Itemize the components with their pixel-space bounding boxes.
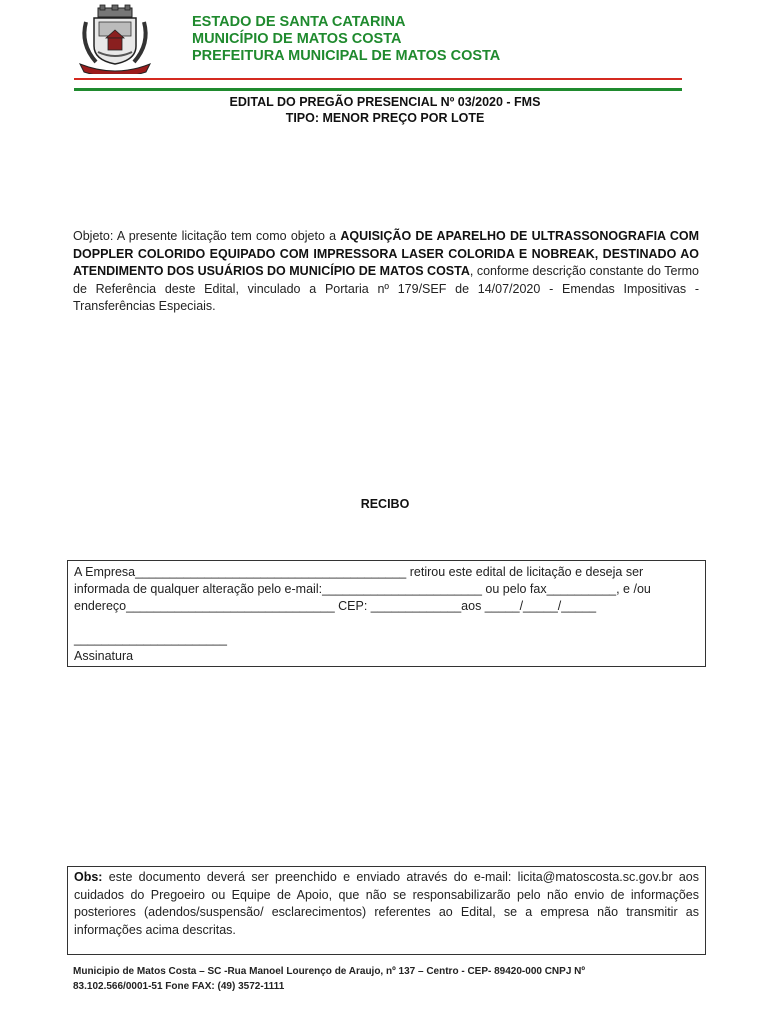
object-paragraph — [73, 228, 699, 316]
receipt-box — [67, 560, 706, 667]
obs-box — [67, 866, 706, 955]
footer-line2: 83.102.566/0001-51 Fone FAX: (49) 3572-1111 — [73, 981, 285, 992]
header-municipality: MUNICÍPIO DE MATOS COSTA — [192, 31, 402, 47]
obs-text — [74, 869, 699, 939]
signature-label: Assinatura — [74, 649, 134, 663]
receipt-heading: RECIBO — [360, 497, 410, 511]
header-prefecture: PREFEITURA MUNICIPAL DE MATOS COSTA — [192, 48, 501, 64]
header-green-divider — [74, 88, 682, 91]
object-prefix: Objeto: A presente licitação tem como objeto a — [73, 229, 341, 243]
footer-line1: Municipio de Matos Costa – SC -Rua Manoel Lourenço de Araujo, nº 137 – Centro - CEP- 89420-000 CNPJ Nº — [73, 966, 586, 977]
obs-body: este documento deverá ser preenchido e enviado através do e-mail: licita@matoscosta.sc.gov.br aos cuidados do Pregoeiro ou Equipe de Apoio, que não se responsabilizarão pelo não envio de informações posteriores (adendos/suspensão/ esclarecimentos) referentes ao Edital, se a empresa não transmitir as informações acima descritas. — [74, 870, 699, 937]
obs-label: Obs: — [74, 870, 103, 884]
signature-line: ______________________ — [74, 632, 227, 646]
footer — [73, 964, 693, 994]
document-title: EDITAL DO PREGÃO PRESENCIAL Nº 03/2020 - FMS — [229, 95, 541, 109]
municipal-coat-of-arms — [76, 4, 154, 74]
document-subtitle: TIPO: MENOR PREÇO POR LOTE — [285, 111, 485, 125]
receipt-company-line: A Empresa_______________________________________ retirou este edital de licitação e deseja ser — [74, 565, 644, 579]
object-suffix: , conforme descrição constante do Termo de Referência deste Edital, vinculado a Portaria nº 179/SEF de 14/07/2020 - Emendas Impositivas - Transferências Especiais. — [73, 264, 699, 313]
receipt-address-line: endereço______________________________ CEP: _____________aos _____/_____/_____ — [74, 599, 597, 613]
header-red-divider — [74, 78, 682, 80]
object-bold: AQUISIÇÃO DE APARELHO DE ULTRASSONOGRAFIA COM DOPPLER COLORIDO EQUIPADO COM IMPRESSORA LASER COLORIDA E NOBREAK, DESTINADO AO ATENDIMENTO DOS USUÁRIOS DO MUNICÍPIO DE MATOS COSTA — [73, 229, 700, 278]
header-state: ESTADO DE SANTA CATARINA — [192, 14, 406, 30]
receipt-email-line: informada de qualquer alteração pelo e-mail:_______________________ ou pelo fax__________, e /ou — [74, 582, 651, 596]
